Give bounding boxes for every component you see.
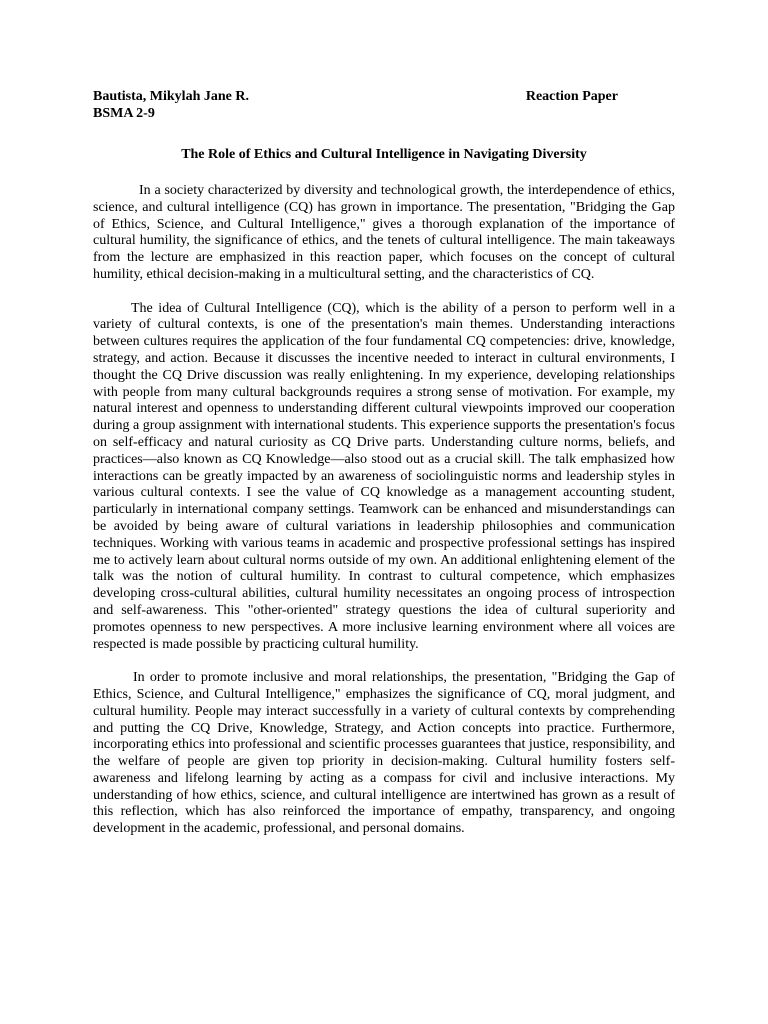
paragraph-conclusion: In order to promote inclusive and moral relationships, the presentation, "Bridging the Gap of Ethics, Science, and Cultural Intelligence," emphasizes the significance of CQ, moral judgment, and cultural humility. People may interact successfully in a variety of cultural contexts by comprehending and putting the CQ Drive, Knowledge, Strategy, and Action concepts into practice. Furthermore, incorporating ethics into professional and scientific processes guarantees that justice, responsibility, and the welfare of people are given top priority in decision-making. Cultural humility fosters self-awareness and lifelong learning by acting as a compass for civil and inclusive interactions. My understanding of how ethics, science, and cultural intelligence are intertwined has grown as a result of this reflection, which has also reinforced the importance of empathy, transparency, and ongoing development in the academic, professional, and personal domains. bbox=[93, 670, 675, 837]
paper-body bbox=[93, 183, 675, 855]
document-header bbox=[93, 88, 675, 122]
class-section: BSMA 2-9 bbox=[93, 106, 155, 121]
author-name: Bautista, Mikylah Jane R. bbox=[93, 89, 249, 104]
paragraph-cultural-intelligence: The idea of Cultural Intelligence (CQ), which is the ability of a person to perform well in a variety of cultural contexts, is one of the presentation's main themes. Understanding interactions between cultures requires the application of the four fundamental CQ competencies: drive, knowledge, strategy, and action. Because it discusses the incentive needed to interact in cultural environments, I thought the CQ Drive discussion was really enlightening. In my experience, developing relationships with people from many cultural backgrounds requires a strong sense of motivation. For example, my natural interest and openness to understanding different cultural viewpoints improved our cooperation during a group assignment with international students. This experience supports the presentation's focus on self-efficacy and natural curiosity as CQ Drive parts. Understanding culture norms, beliefs, and practices—also known as CQ Knowledge—also stood out as a crucial skill. The talk emphasized how interactions can be greatly impacted by an awareness of sociolinguistic norms and leadership styles in various cultural contexts. I see the value of CQ knowledge as a management accounting student, particularly in international company settings. Teamwork can be enhanced and misunderstandings can be avoided by being aware of cultural variations in leadership philosophies and communication techniques. Working with various teams in academic and prospective professional settings has inspired me to actively learn about cultural norms outside of my own. An additional enlightening element of the talk was the notion of cultural humility. In contrast to cultural competence, which emphasizes developing cross-cultural abilities, cultural humility necessitates an ongoing process of introspection and self-awareness. This "other-oriented" strategy questions the idea of cultural superiority and promotes openness to new perspectives. A more inclusive learning environment where all voices are respected is made possible by practicing cultural humility. bbox=[93, 300, 675, 652]
paragraph-introduction: In a society characterized by diversity and technological growth, the interdependence of ethics, science, and cultural intelligence (CQ) has grown in importance. The presentation, "Bridging the Gap of Ethics, Science, and Cultural Intelligence," gives a thorough explanation of the importance of cultural humility, the significance of ethics, and the tenets of cultural intelligence. The main takeaways from the lecture are emphasized in this reaction paper, which focuses on the concept of cultural humility, ethical decision-making in a multicultural setting, and the characteristics of CQ. bbox=[93, 183, 675, 282]
document-type: Reaction Paper bbox=[525, 89, 618, 104]
paper-title: The Role of Ethics and Cultural Intelligence in Navigating Diversity bbox=[181, 147, 587, 162]
header-row bbox=[93, 88, 675, 105]
